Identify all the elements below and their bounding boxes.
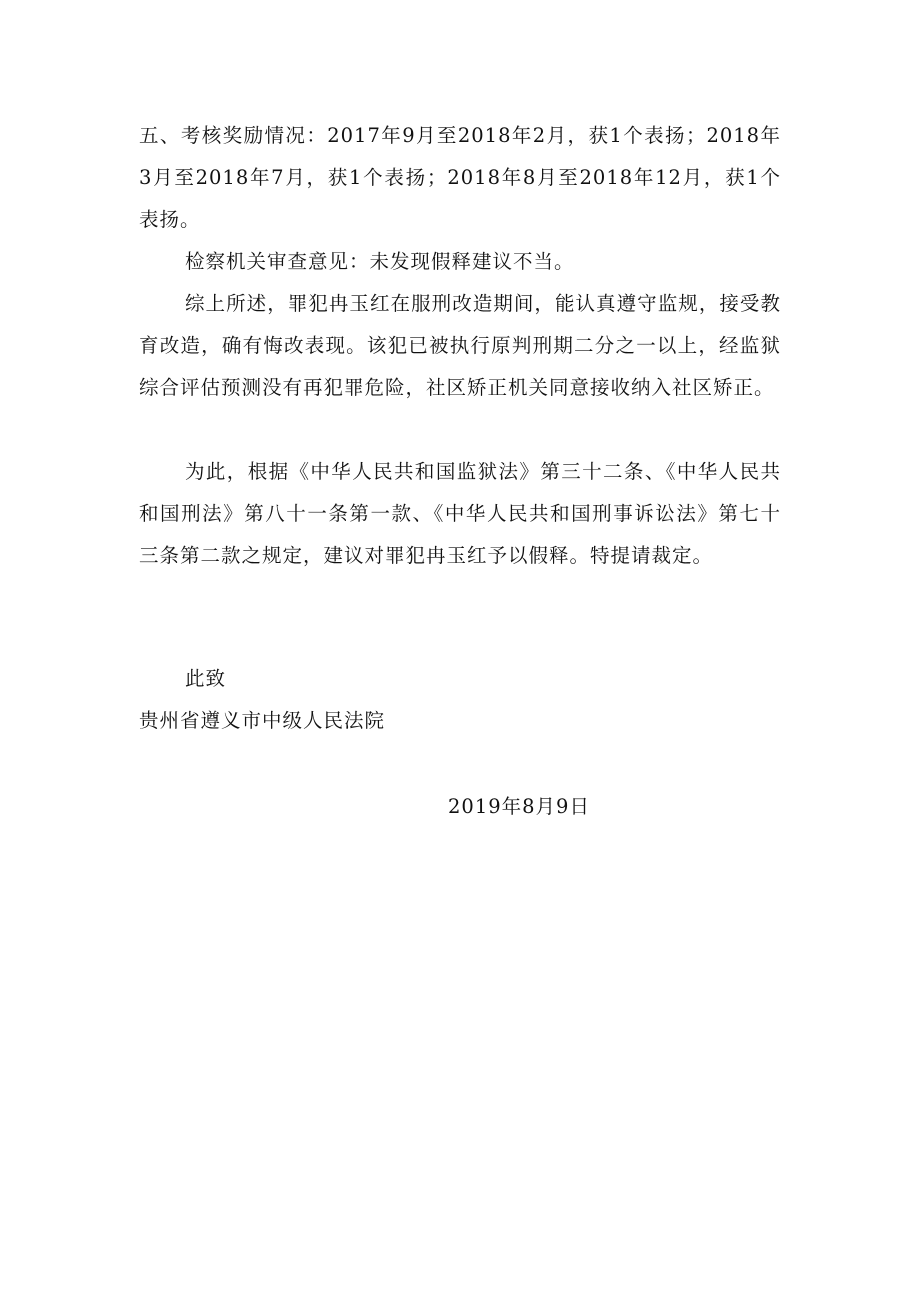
rewards-paragraph: 五、考核奖励情况：2017年9月至2018年2月，获1个表扬；2018年3月至2018年7月，获1个表扬；2018年8月至2018年12月，获1个表扬。: [139, 124, 781, 231]
procuratorate-opinion-paragraph: 检察机关审查意见：未发现假释建议不当。: [185, 250, 575, 273]
addressee: 贵州省遵义市中级人民法院: [139, 709, 386, 732]
salutation-block: [139, 658, 781, 700]
summary-paragraph: 综上所述，罪犯冉玉红在服刑改造期间，能认真遵守监规，接受教育改造，确有悔改表现。该犯已被执行原判刑期二分之一以上，经监狱综合评估预测没有再犯罪危险，社区矫正机关同意接收纳入社区矫正。: [139, 292, 781, 399]
summary-block: [139, 283, 781, 409]
document-date: 2019年8月9日: [448, 795, 590, 818]
legal-basis-paragraph: 为此，根据《中华人民共和国监狱法》第三十二条、《中华人民共和国刑法》第八十一条第一款、《中华人民共和国刑事诉讼法》第七十三条第二款之规定，建议对罪犯冉玉红予以假释。特提请裁定。: [139, 460, 781, 567]
document-body: [139, 115, 781, 241]
legal-basis-block: [139, 451, 781, 577]
procuratorate-opinion-block: [139, 241, 781, 283]
salutation: 此致: [185, 667, 227, 690]
addressee-block: [139, 700, 781, 742]
